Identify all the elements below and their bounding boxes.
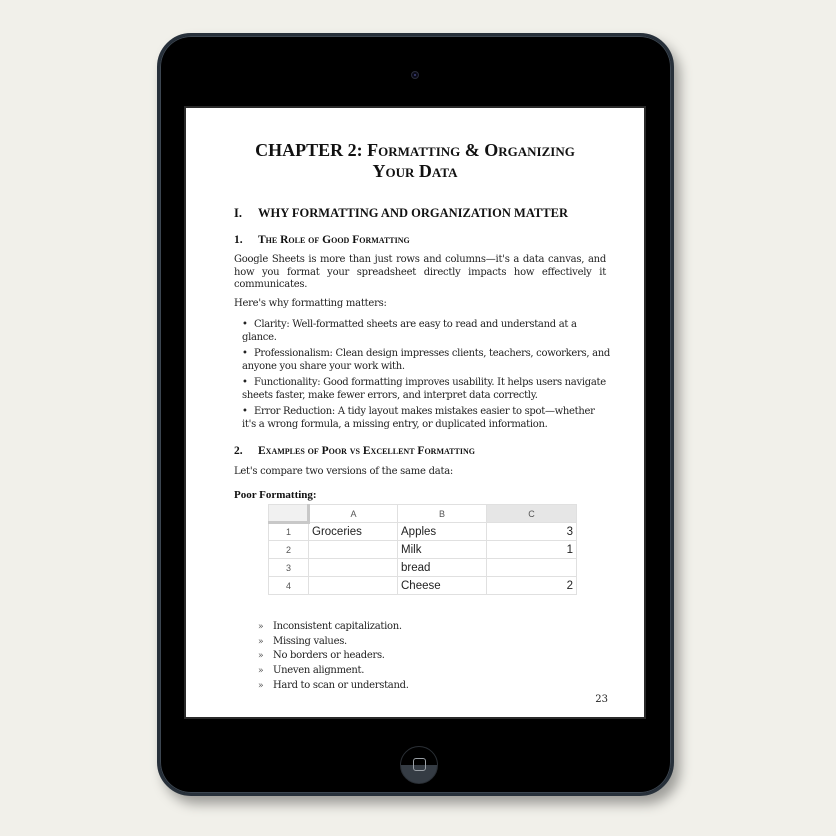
bullet-icon: • bbox=[242, 406, 248, 417]
compare-paragraph: Let's compare two versions of the same data: bbox=[234, 466, 454, 477]
chapter-title-line2: Your Data bbox=[372, 161, 458, 181]
section-heading bbox=[234, 206, 568, 221]
table-row bbox=[269, 577, 577, 595]
ebook-page bbox=[186, 108, 644, 717]
list-item-text: No borders or headers. bbox=[273, 650, 385, 662]
cell: Milk bbox=[398, 541, 487, 559]
list-item bbox=[242, 319, 610, 344]
cell: Cheese bbox=[398, 577, 487, 595]
list-item-text: Error Reduction: A tidy layout makes mistakes easier to spot—whether it's a wrong formula, a missing entry, or duplicated information. bbox=[242, 406, 595, 430]
cell: 2 bbox=[487, 577, 577, 595]
subsection-heading-2 bbox=[234, 445, 475, 457]
bullet-icon: • bbox=[242, 348, 248, 359]
subsection-title: The Role of Good Formatting bbox=[258, 234, 410, 246]
list-item bbox=[242, 377, 610, 402]
cell: 1 bbox=[487, 541, 577, 559]
home-button[interactable] bbox=[400, 746, 438, 784]
list-item-text: Uneven alignment. bbox=[273, 665, 365, 677]
cell bbox=[309, 541, 398, 559]
list-item bbox=[258, 664, 409, 679]
double-chevron-icon: » bbox=[258, 666, 264, 677]
home-button-icon bbox=[413, 758, 426, 771]
list-item-text: Professionalism: Clean design impresses clients, teachers, coworkers, and anyone you share your work with. bbox=[242, 348, 611, 372]
subsection-number: 1. bbox=[234, 234, 243, 246]
chapter-number: CHAPTER 2: bbox=[255, 140, 368, 160]
camera-icon bbox=[411, 71, 419, 79]
list-item-text: Functionality: Good formatting improves usability. It helps users navigate sheets faster, make fewer errors, and interpret data correctly. bbox=[242, 377, 606, 401]
list-item bbox=[258, 649, 409, 664]
cell: 3 bbox=[487, 523, 577, 541]
row-number: 2 bbox=[269, 541, 309, 559]
row-number: 1 bbox=[269, 523, 309, 541]
double-chevron-icon: » bbox=[258, 651, 264, 662]
list-item bbox=[242, 406, 610, 431]
list-item bbox=[242, 348, 610, 373]
page-number: 23 bbox=[595, 694, 608, 705]
list-item-text: Clarity: Well-formatted sheets are easy to read and understand at a glance. bbox=[242, 319, 577, 343]
subsection-title: Examples of Poor vs Excellent Formatting bbox=[258, 445, 475, 457]
cell: Apples bbox=[398, 523, 487, 541]
section-title: WHY FORMATTING AND ORGANIZATION MATTER bbox=[258, 206, 568, 220]
bullet-icon: • bbox=[242, 377, 248, 388]
list-item-text: Hard to scan or understand. bbox=[273, 679, 409, 691]
row-number: 4 bbox=[269, 577, 309, 595]
column-header-row bbox=[269, 505, 577, 523]
column-header-a: A bbox=[309, 505, 398, 523]
lead-paragraph: Here's why formatting matters: bbox=[234, 298, 387, 309]
intro-paragraph: Google Sheets is more than just rows and columns—it's a data canvas, and how you format your spreadsheet directly impacts how effectively it communicates. bbox=[234, 254, 606, 290]
bullet-icon: • bbox=[242, 319, 248, 330]
list-item bbox=[258, 635, 409, 650]
table-row bbox=[269, 559, 577, 577]
list-item-text: Inconsistent capitalization. bbox=[273, 621, 402, 632]
list-item-text: Missing values. bbox=[273, 635, 347, 647]
subsection-heading-1 bbox=[234, 234, 410, 246]
cell bbox=[309, 559, 398, 577]
table-row bbox=[269, 523, 577, 541]
section-number: I. bbox=[234, 206, 242, 220]
select-all-corner bbox=[269, 505, 309, 523]
double-chevron-icon: » bbox=[258, 680, 264, 691]
cell: bread bbox=[398, 559, 487, 577]
column-header-b: B bbox=[398, 505, 487, 523]
issues-list bbox=[258, 620, 409, 694]
ebook-screen bbox=[184, 106, 646, 719]
double-chevron-icon: » bbox=[258, 636, 264, 647]
list-item bbox=[258, 620, 409, 635]
spreadsheet-example bbox=[268, 504, 577, 595]
cell: Groceries bbox=[309, 523, 398, 541]
benefits-list bbox=[242, 319, 610, 435]
table-row bbox=[269, 541, 577, 559]
chapter-title bbox=[186, 140, 644, 182]
subsection-number: 2. bbox=[234, 445, 243, 457]
row-number: 3 bbox=[269, 559, 309, 577]
column-header-c: C bbox=[487, 505, 577, 523]
cell bbox=[309, 577, 398, 595]
cell bbox=[487, 559, 577, 577]
double-chevron-icon: » bbox=[258, 622, 264, 632]
chapter-title-line1: Formatting & Organizing bbox=[367, 140, 575, 160]
poor-formatting-label: Poor Formatting: bbox=[234, 489, 317, 501]
list-item bbox=[258, 679, 409, 694]
